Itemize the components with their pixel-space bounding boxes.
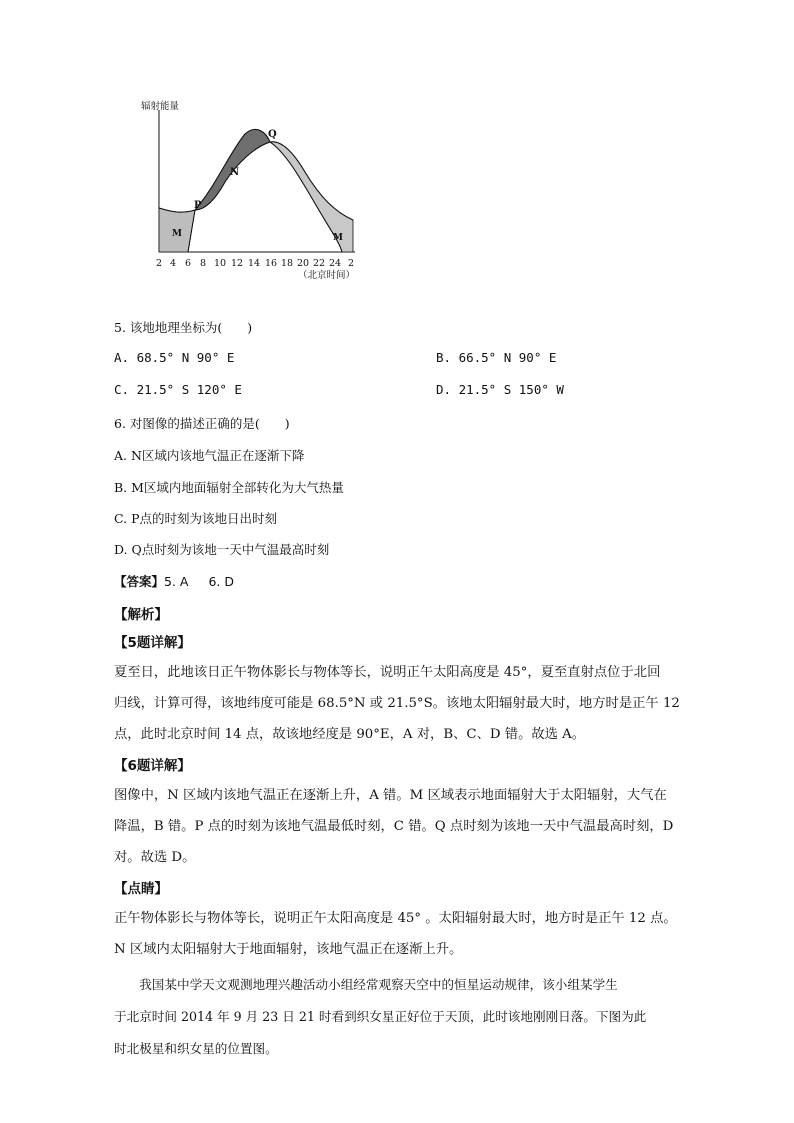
x-tick: 24 [329, 258, 342, 269]
detail6-line-2: 降温，B 错。P 点的时刻为该地气温最低时刻，C 错。Q 点时刻为该地一天中气温最高时刻，D [114, 819, 674, 834]
y-axis-label: 辐射能量 [141, 101, 180, 112]
q6-option-a: A. N区域内该地气温正在逐渐下降 [114, 448, 305, 463]
q6-option-c: C. P点的时刻为该地日出时刻 [114, 511, 277, 526]
detail6-title: 【6题详解】 [114, 758, 191, 774]
answer-5: 5. A [164, 574, 189, 589]
x-tick: 2 [156, 258, 163, 269]
x-tick: 22 [313, 258, 326, 269]
region-n-label: N [230, 167, 240, 178]
tip-line-2: N 区域内太阳辐射大于地面辐射，该地气温正在逐渐上升。 [114, 942, 463, 957]
x-axis-unit: （北京时间） [298, 270, 356, 281]
q6-option-b: B. M区域内地面辐射全部转化为大气热量 [114, 480, 344, 495]
x-tick: 8 [200, 258, 207, 269]
analysis-label: 【解析】 [114, 607, 168, 623]
detail5-line-2: 归线，计算可得，该地纬度可能是 68.5°N 或 21.5°S。该地太阳辐射最大时，地方时是正午 12 [114, 696, 680, 711]
q6-option-d: D. Q点时刻为该地一天中气温最高时刻 [114, 542, 330, 557]
tip-line-1: 正午物体影长与物体等长，说明正午太阳高度是 45° 。太阳辐射最大时，地方时是正午 12 点。 [114, 911, 677, 926]
x-tick-labels [156, 258, 354, 269]
x-tick: 16 [265, 258, 278, 269]
detail5-title: 【5题详解】 [114, 635, 191, 651]
radiation-figure [120, 92, 370, 282]
point-p-label: P [194, 200, 202, 211]
detail5-line-3: 点，此时北京时间 14 点，故该地经度是 90°E，A 对，B、C、D 错。故选 A。 [114, 727, 586, 742]
passage-line-2: 于北京时间 2014 年 9 月 23 日 21 时看到织女星正好位于天顶，此时该地刚刚日落。下图为此 [114, 1009, 647, 1024]
x-tick: 6 [185, 258, 192, 269]
q5-option-c: C. 21.5° S 120° E [114, 382, 242, 397]
detail5-line-1: 夏至日，此地该日正午物体影长与物体等长，说明正午太阳高度是 45°，夏至直射点位于北回 [114, 665, 661, 680]
q5-stem: 5. 该地地理坐标为( ) [114, 320, 253, 335]
answer-line [114, 572, 234, 590]
point-q-label: Q [268, 129, 277, 140]
answer-label: 【答案】 [114, 574, 165, 589]
passage-line-3: 时北极星和织女星的位置图。 [114, 1041, 278, 1056]
x-tick: 2 [348, 258, 355, 269]
x-tick: 4 [170, 258, 177, 269]
q5-option-a: A. 68.5° N 90° E [114, 350, 235, 365]
q5-option-d: D. 21.5° S 150° W [436, 382, 564, 397]
q6-stem: 6. 对图像的描述正确的是( ) [114, 416, 290, 431]
x-tick: 18 [281, 258, 294, 269]
passage-line-1: 我国某中学天文观测地理兴趣活动小组经常观察天空中的恒星运动规律，该小组某学生 [114, 977, 618, 992]
region-m-right-label: M [333, 233, 343, 243]
detail6-line-3: 对。故选 D。 [114, 850, 196, 865]
detail6-line-1: 图像中，N 区域内该地气温正在逐渐上升，A 错。M 区域表示地面辐射大于太阳辐射，大气在 [114, 788, 667, 803]
region-m-left-label: M [172, 229, 182, 239]
q5-option-b: B. 66.5° N 90° E [436, 350, 557, 365]
x-tick: 20 [297, 258, 310, 269]
x-tick: 14 [248, 258, 261, 269]
x-tick: 10 [214, 258, 227, 269]
x-tick: 12 [231, 258, 244, 269]
tip-title: 【点睛】 [114, 881, 168, 897]
answer-6: 6. D [208, 574, 234, 589]
radiation-chart [120, 92, 370, 282]
